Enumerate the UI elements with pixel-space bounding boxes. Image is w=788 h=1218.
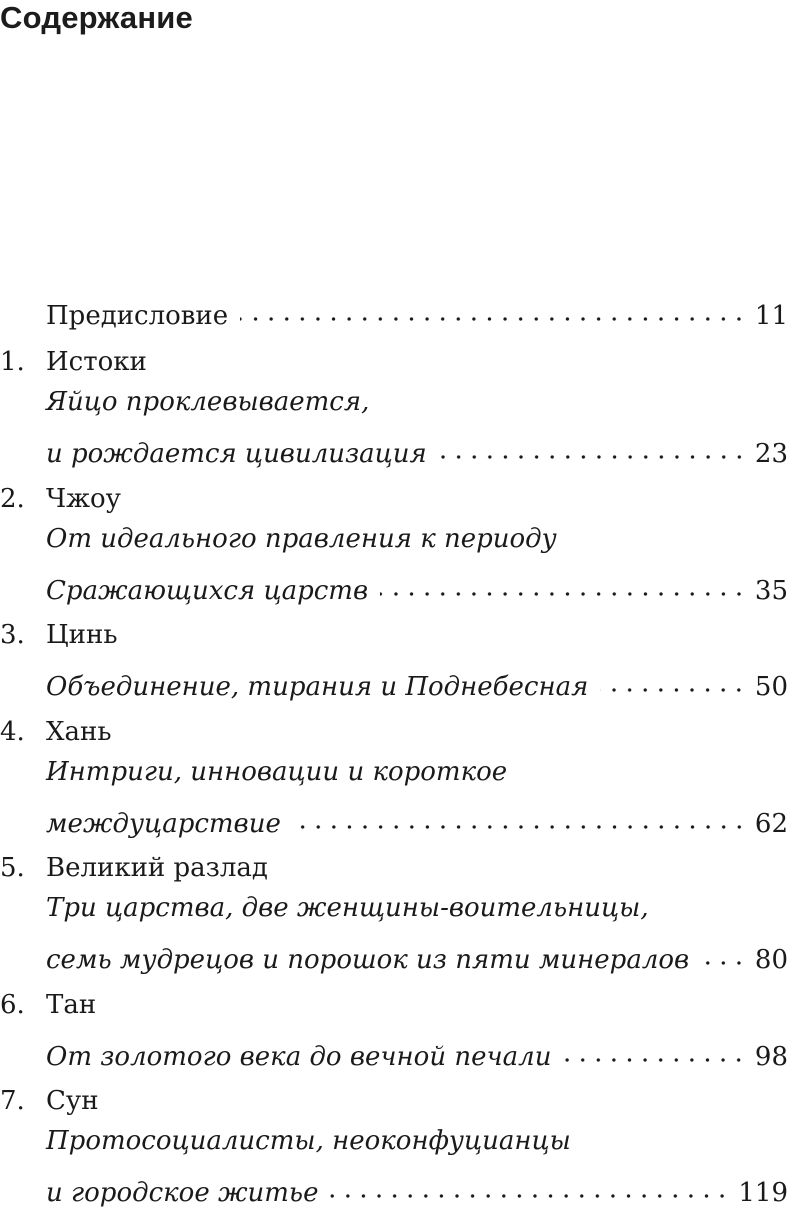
chapter-subtitle: и городское житье [46, 1178, 319, 1208]
toc-line [0, 1161, 788, 1208]
toc-line [0, 1025, 788, 1072]
toc-entry-chapter-1[interactable] [0, 342, 788, 469]
page-title: Содержание [0, 0, 193, 35]
chapter-number: 7. [0, 1086, 25, 1116]
page-number: 62 [754, 808, 788, 839]
toc-line [0, 752, 788, 792]
chapter-subtitle: междуцарствие [46, 808, 281, 839]
toc-line [0, 615, 788, 655]
dot-leader [600, 655, 747, 695]
toc-entry-chapter-4[interactable] [0, 712, 788, 839]
chapter-title: Предисловие [46, 301, 229, 331]
page-number: 98 [754, 1041, 788, 1072]
chapter-number: 4. [0, 716, 25, 747]
toc-line [0, 1121, 788, 1161]
chapter-subtitle: Три царства, две женщины-воительницы, [46, 893, 649, 923]
chapter-subtitle: семь мудрецов и порошок из пяти минералов [46, 945, 690, 975]
toc-entry-chapter-6[interactable] [0, 985, 788, 1072]
toc-entry-chapter-7[interactable] [0, 1081, 788, 1208]
chapter-subtitle: и рождается цивилизация [46, 439, 427, 469]
chapter-title: Тан [46, 989, 97, 1020]
toc-line [0, 792, 788, 839]
dot-leader [701, 928, 747, 968]
toc-entry-chapter-2[interactable] [0, 479, 788, 606]
chapter-title: Сун [46, 1086, 99, 1116]
chapter-title: Чжоу [46, 483, 121, 514]
toc-entry-chapter-3[interactable] [0, 615, 788, 702]
page-number: 80 [754, 945, 788, 975]
dot-leader [330, 1161, 730, 1201]
toc-line [0, 928, 788, 975]
dot-leader [293, 792, 747, 832]
toc-line [0, 284, 788, 331]
toc-line [0, 985, 788, 1025]
page-number: 11 [754, 301, 788, 331]
toc-line [0, 888, 788, 928]
toc-entry-chapter-5[interactable] [0, 848, 788, 975]
table-of-contents [0, 284, 788, 1218]
chapter-title: Цинь [46, 620, 118, 650]
page-number: 23 [754, 439, 788, 469]
chapter-subtitle: От золотого века до вечной печали [46, 1041, 552, 1072]
toc-line [0, 342, 788, 382]
chapter-subtitle: Интриги, инновации и короткое [46, 756, 508, 787]
chapter-number: 1. [0, 347, 25, 377]
chapter-subtitle: Яйцо проклевывается, [46, 387, 370, 417]
toc-line [0, 655, 788, 702]
toc-line [0, 712, 788, 752]
chapter-title: Истоки [46, 347, 147, 377]
chapter-subtitle: От идеального правления к периоду [46, 523, 557, 554]
page-number: 50 [754, 672, 788, 702]
toc-line [0, 422, 788, 469]
toc-line [0, 1081, 788, 1121]
dot-leader [240, 284, 747, 324]
chapter-subtitle: Сражающихся царств [46, 575, 369, 606]
chapter-number: 6. [0, 989, 25, 1020]
chapter-title: Великий разлад [46, 853, 268, 883]
toc-line [0, 479, 788, 519]
toc-line [0, 559, 788, 606]
chapter-number: 5. [0, 853, 25, 883]
toc-line [0, 519, 788, 559]
chapter-number: 2. [0, 483, 25, 514]
chapter-subtitle: Протосоциалисты, неоконфуцианцы [46, 1126, 571, 1156]
chapter-number: 3. [0, 620, 25, 650]
dot-leader [563, 1025, 746, 1065]
page-number: 119 [738, 1178, 788, 1208]
chapter-subtitle: Объединение, тирания и Поднебесная [46, 672, 589, 702]
toc-line [0, 848, 788, 888]
toc-entry-preface[interactable] [0, 284, 788, 331]
page-number: 35 [754, 575, 788, 606]
chapter-title: Хань [46, 716, 112, 747]
dot-leader [439, 422, 747, 462]
dot-leader [380, 559, 747, 599]
toc-line [0, 382, 788, 422]
